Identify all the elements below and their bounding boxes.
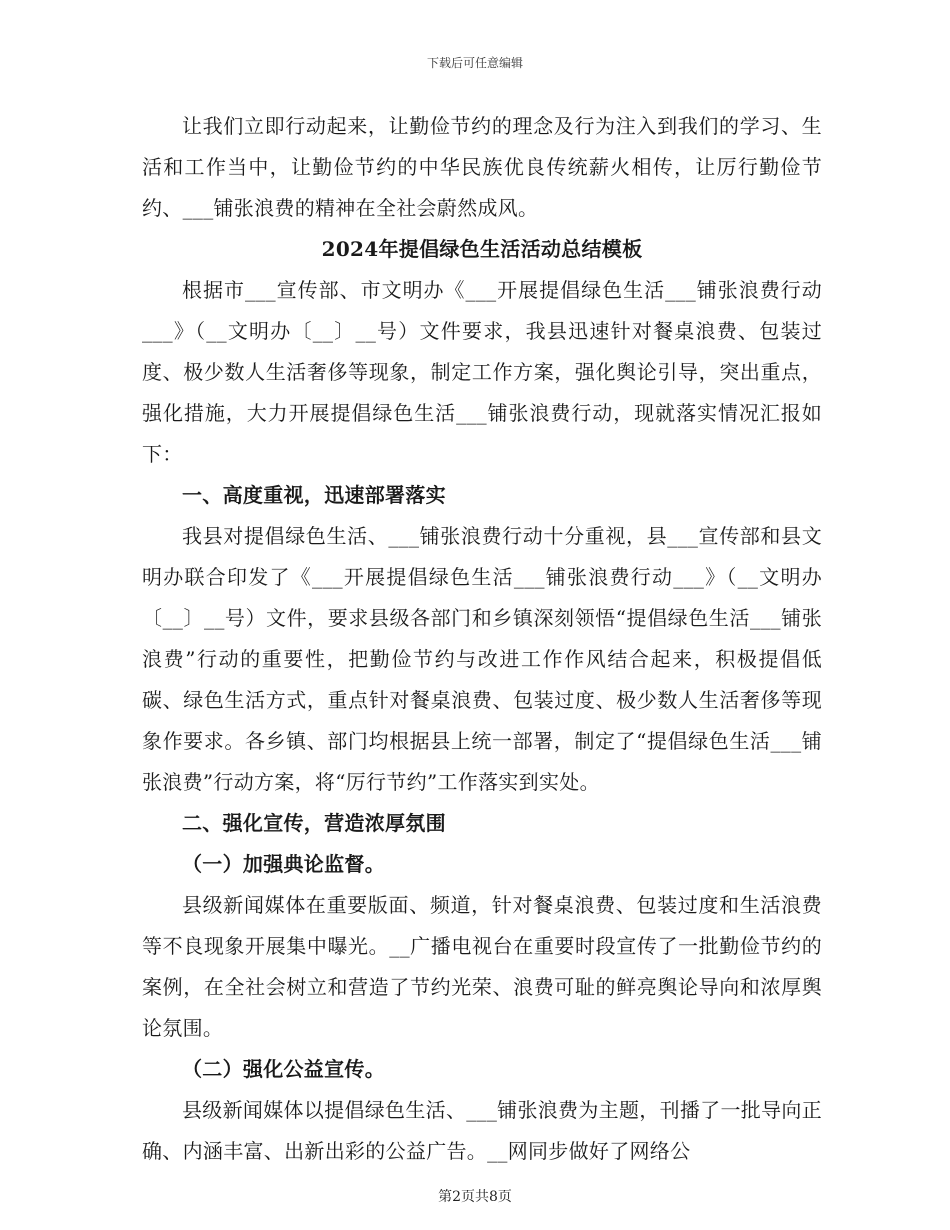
paragraph-section-1: 我县对提倡绿色生活、___铺张浪费行动十分重视，县___宣传部和县文明办联合印发了《___开展提倡绿色生活___铺张浪费行动___》（__文明办〔__〕__号）文件，要求县级各部门和乡镇深刻领悟“提倡绿色生活___铺张浪费”行动的重要性，把勤俭节约与改进工作作风结合起来，积极提倡低碳、绿色生活方式，重点针对餐桌浪费、包装过度、极少数人生活奢侈等现象作要求。各乡镇、部门均根据县上统一部署，制定了“提倡绿色生活___铺张浪费”行动方案，将“厉行节约”工作落实到实处。 (142, 524, 822, 794)
paragraph-intro: 根据市___宣传部、市文明办《___开展提倡绿色生活___铺张浪费行动___》（__文明办〔__〕__号）文件要求，我县迅速针对餐桌浪费、包装过度、极少数人生活奢侈等现象，制定工作方案，强化舆论引导，突出重点，强化措施，大力开展提倡绿色生活___铺张浪费行动，现就落实情况汇报如下： (142, 278, 822, 466)
section-heading-2: 二、强化宣传，营造浓厚氛围 (182, 811, 446, 835)
subsection-heading-2-1: （一）加强典论监督。 (182, 852, 385, 876)
section-heading-1: 一、高度重视，迅速部署落实 (182, 483, 446, 507)
subsection-heading-2-2: （二）强化公益宣传。 (182, 1057, 385, 1081)
document-title: 2024年提倡绿色生活活动总结模板 (321, 237, 643, 261)
document-body (142, 106, 822, 1172)
paragraph-subsection-2-1: 县级新闻媒体在重要版面、频道，针对餐桌浪费、包装过度和生活浪费等不良现象开展集中曝光。__广播电视台在重要时段宣传了一批勤俭节约的案例，在全社会树立和营造了节约光荣、浪费可耻的鲜亮舆论导向和浓厚舆论氛围。 (142, 893, 822, 1040)
paragraph-subsection-2-2: 县级新闻媒体以提倡绿色生活、___铺张浪费为主题，刊播了一批导向正确、内涵丰富、出新出彩的公益广告。__网同步做好了网络公 (142, 1098, 822, 1163)
page-number: 第2页共8页 (438, 1189, 512, 1205)
paragraph-closing-call: 让我们立即行动起来，让勤俭节约的理念及行为注入到我们的学习、生活和工作当中，让勤俭节约的中华民族优良传统薪火相传，让厉行勤俭节约、___铺张浪费的精神在全社会蔚然成风。 (142, 114, 822, 220)
header-note: 下载后可任意编辑 (426, 56, 523, 70)
